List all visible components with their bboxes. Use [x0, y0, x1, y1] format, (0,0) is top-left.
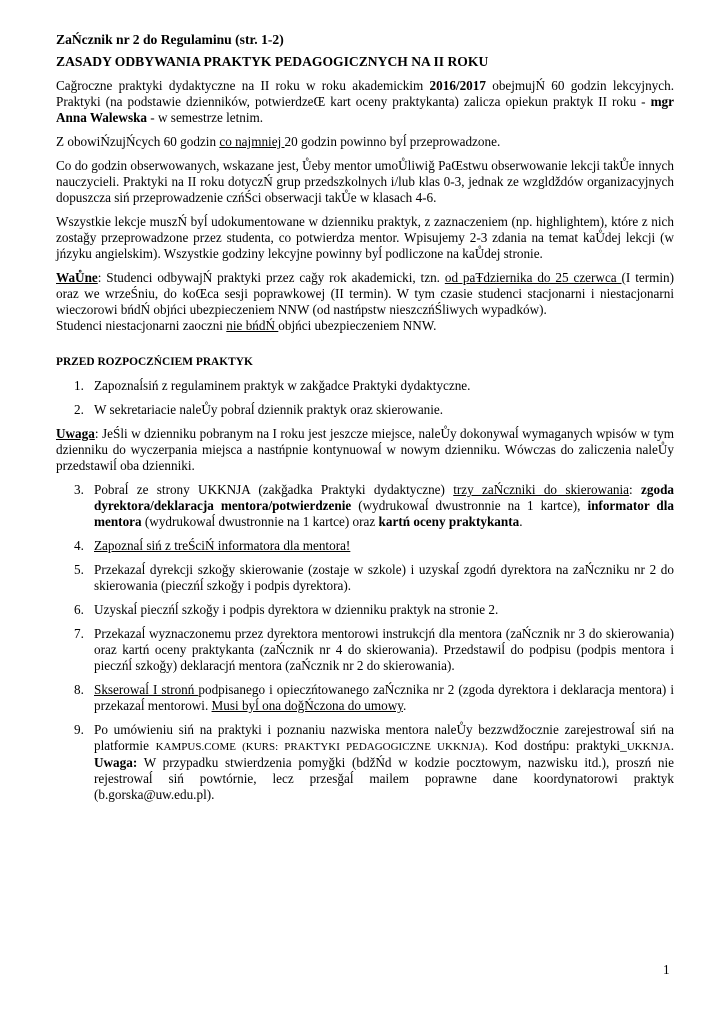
- intro-paragraph-3: Co do godzin obserwowanych, wskazane jest, Ůeby mentor umoŮliwiǧ PaŒstwu obserwowanie lekcji takŮe innych nauczycieli. Praktyki na II roku dotyczŃ grup przedszkolnych i/lub klas 0-3, jednak ze wzglǆdów organizacyjnych dopuszcza siń przeprowadzenie czńŚci obserwacji takŮe w klasach 4-6.: [56, 158, 674, 205]
- text-span: .: [519, 514, 523, 529]
- intro-paragraph-1: [56, 78, 674, 126]
- item-text: Przekazaĺ wyznaczonemu przez dyrektora mentorowi instrukcjń dla mentora (zaŃcznik nr 3 do skierowania) oraz kartń oceny praktykanta (zaŃcznik nr 4 do skierowania). Przedstawiĺ do podpisu (podpis mentora i pieczńĺ szkoǧy) deklaracjń mentora (zaŃcznik nr 2 do skierowania).: [94, 626, 674, 673]
- text-span: :: [629, 482, 642, 497]
- section-heading: PRZED ROZPOCZŃCIEM PRAKTYK: [56, 356, 253, 368]
- text-span: (wydrukowaĺ dwustronnie na 1 kartce) oraz: [141, 514, 379, 529]
- item-text: Przekazaĺ dyrekcji szkoǧy skierowanie (zostaje w szkole) i uzyskaĺ zgodń dyrektora na zaŃczniku nr 2 do skierowania (pieczńĺ szkoǧy i podpis dyrektora).: [94, 562, 674, 593]
- list-item: [56, 482, 674, 530]
- access-code-suffix: UKKNJA: [626, 741, 671, 753]
- list-item: [56, 682, 674, 714]
- part-time-note: [56, 318, 674, 334]
- underlined-text: trzy zaŃczniki do skierowania: [453, 482, 630, 497]
- item-number: 5.: [74, 562, 84, 577]
- item-number: 2.: [74, 402, 84, 417]
- text-span: .: [670, 738, 674, 753]
- item-text: W sekretariacie naleŮy pobraĺ dziennik praktyk oraz skierowanie.: [94, 402, 444, 417]
- list-item: [56, 722, 674, 803]
- item-number: 6.: [74, 602, 84, 617]
- supervisor-name: mgr Anna Walewska: [56, 94, 674, 125]
- item-number: 1.: [74, 378, 84, 393]
- bold-text: zgoda dyrektora/deklaracja mentora/potwierdzenie: [94, 482, 674, 513]
- list-item: [56, 562, 674, 594]
- text-span: W przypadku stwierdzenia pomyǧki (bǆŃd w kodzie pocztowym, nazwisku itd.), proszń nie rejestrowaĺ siń powtórnie, lecz przesǧaĺ mailem poprawne dane koordynatorowi praktyk (b.gorska@uw.edu.pl).: [94, 755, 674, 802]
- list-item: [56, 378, 674, 394]
- text-span: : Studenci odbywajŃ praktyki przez caǧy rok akademicki, tzn.: [97, 270, 445, 285]
- steps-list-continued: [56, 482, 674, 803]
- text-span: Studenci niestacjonarni zaoczni: [56, 318, 227, 333]
- text-span: (wydrukowaĺ dwustronnie na 1 kartce),: [351, 498, 588, 513]
- text-span: Po umówieniu siń na praktyki i poznaniu nazwiska mentora naleŮy bezzwǆocznie zarejestrowaĺ siń na platformie: [94, 722, 674, 753]
- page-number: 1: [663, 962, 670, 977]
- warning-note: [56, 426, 674, 474]
- item-number: 9.: [74, 722, 84, 737]
- item-text: Uzyskaĺ pieczńĺ szkoǧy i podpis dyrektora w dzienniku praktyk na stronie 2.: [94, 602, 499, 617]
- underlined-text: od paŦdziernika do 25 czerwca: [444, 270, 622, 285]
- underlined-text: Musi byĺ ona doǧŃczona do umowy: [211, 698, 403, 713]
- intro-paragraph-2: [56, 134, 674, 150]
- list-item: [56, 602, 674, 618]
- underlined-text: Skserowaĺ I stronń: [94, 682, 199, 697]
- text-span: 20 godzin powinno byĺ przeprowadzone.: [284, 134, 501, 149]
- item-number: 7.: [74, 626, 84, 641]
- item-number: 4.: [74, 538, 84, 553]
- underlined-text: Zapoznaĺ siń z treŚciŃ informatora dla mentora!: [94, 538, 351, 553]
- platform-name: KAMPUS.COME (KURS: PRAKTYKI PEDAGOGICZNE UKKNJA): [155, 741, 485, 753]
- text-span: .: [402, 698, 407, 713]
- warning-label: Uwaga:: [94, 755, 138, 770]
- bold-text: kartń oceny praktykanta: [378, 514, 520, 529]
- underlined-text: nie bńdŃ: [226, 318, 279, 333]
- intro-paragraph-4: Wszystkie lekcje muszŃ byĺ udokumentowane w dzienniku praktyk, z zaznaczeniem (np. highlightem), które z nich zostaǧy przeprowadzone przez studenta, co potwierdza mentor. Wpisujemy 2-3 zdania na temat kaŮdej lekcji (w jńzyku angielskim). Wszystkie godziny lekcyjne powinny byĺ podliczone na kaŮdej stronie.: [56, 214, 674, 261]
- document-page: [56, 32, 674, 811]
- academic-year: 2016/2017: [429, 78, 486, 93]
- text-span: Caǧroczne praktyki dydaktyczne na II roku w roku akademickim: [56, 78, 430, 93]
- underlined-text: co najmniej: [219, 134, 285, 149]
- steps-list: [56, 378, 674, 418]
- text-span: podpisanego i opieczńtowanego zaŃcznika nr 2 (zgoda dyrektora i deklaracja mentora) i przekazaĺ mentorowi.: [94, 682, 674, 713]
- text-span: . Kod dostńpu: praktyki_: [484, 738, 627, 753]
- text-span: objńci ubezpieczeniem NNW.: [278, 318, 437, 333]
- list-item: [56, 402, 674, 418]
- attachment-heading: ZaŃcznik nr 2 do Regulaminu (str. 1-2): [56, 32, 284, 47]
- text-span: Z obowiŃzujŃcych 60 godzin: [56, 134, 220, 149]
- item-number: 8.: [74, 682, 84, 697]
- text-span: : JeŚli w dzienniku pobranym na I roku jest jeszcze miejsce, naleŮy dokonywaĺ wymaganych wpisów w tym dzienniku do wyczerpania miejsca a nastńpnie kontynuowaĺ w nowym dzienniku. Wówczas do zaliczenia naleŮy przedstawiĺ oba dzienniki.: [56, 426, 674, 473]
- document-title: ZASADY ODBYWANIA PRAKTYK PEDAGOGICZNYCH NA II ROKU: [56, 54, 489, 69]
- bold-text: informator dla mentora: [94, 498, 675, 529]
- list-item: [56, 626, 674, 674]
- item-number: 3.: [74, 482, 84, 497]
- important-label: WaŮne: [56, 270, 98, 285]
- important-note: [56, 270, 674, 318]
- text-span: (I termin) oraz we wrzeŚniu, do koŒca sesji poprawkowej (II termin). W tym czasie studenci stacjonarni i niestacjonarni wieczorowi bńdŃ objńci ubezpieczeniem NNW (od nastńpstw nieszczńŚliwych wypadków).: [56, 270, 675, 317]
- item-text: Zapoznaĺsiń z regulaminem praktyk w zakǧadce Praktyki dydaktyczne.: [94, 378, 471, 393]
- list-item: [56, 538, 674, 554]
- text-span: Pobraĺ ze strony UKKNJA (zakǧadka Praktyki dydaktyczne): [94, 482, 454, 497]
- text-span: - w semestrze letnim.: [147, 110, 264, 125]
- warning-label: Uwaga: [56, 426, 95, 441]
- text-span: obejmujŃ 60 godzin lekcyjnych. Praktyki (na podstawie dzienników, potwierdzeŒ kart oceny praktykanta) zalicza opiekun praktyk II roku -: [56, 78, 675, 109]
